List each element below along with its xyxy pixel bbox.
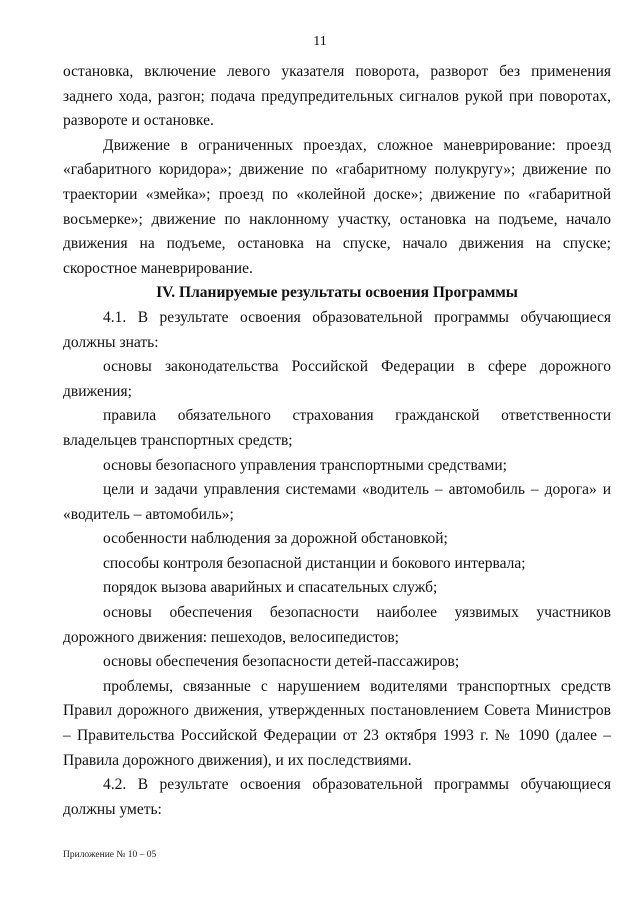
paragraph: 4.2. В результате освоения образовательной программы обучающиеся должны уметь: [63,776,611,818]
list-item: основы законодательства Российской Федерации в сфере дорожного движения; [63,358,611,400]
page-number: 11 [313,34,327,49]
list-item: основы безопасного управления транспортными средствами; [103,456,507,474]
paragraph: остановка, включение левого указателя поворота, разворот без применения заднего хода, разгон; подача предупредительных сигналов рукой при поворотах, развороте и остановке. [63,63,611,130]
paragraph: 4.1. В результате освоения образовательной программы обучающиеся должны знать: [63,308,611,351]
section-heading: IV. Планируемые результаты освоения Программы [156,284,518,302]
list-item: цели и задачи управления системами «водитель – автомобиль – дорога» и «водитель – автомобиль»; [63,481,611,523]
footer-attachment-note: Приложение № 10 – 05 [63,850,157,860]
document-body [63,60,611,822]
list-item: порядок вызова аварийных и спасательных служб; [103,579,438,597]
paragraph: Движение в ограниченных проездах, сложное маневрирование: проезд «габаритного коридора»; движение по «габаритному полукругу»; движение по траектории «змейка»; проезд по «колейной доске»; движение по «габаритной восьмерке»; движение по наклонному участку, остановка на подъеме, начало движения на подъеме, остановка на спуске, начало движения на спуске; скоростное маневрирование. [63,136,611,277]
list-item: проблемы, связанные с нарушением водителями транспортных средств Правил дорожного движения, утвержденных постановлением Совета Министров – Правительства Российской Федерации от 23 октября 1993 г. № 1090 (далее – Правила дорожного движения), и их последствиями. [63,677,611,769]
list-item: основы обеспечения безопасности наиболее уязвимых участников дорожного движения: пешеходов, велосипедистов; [63,604,611,646]
list-item: правила обязательного страхования гражданской ответственности владельцев транспортных средств; [63,407,611,449]
list-item: способы контроля безопасной дистанции и бокового интервала; [103,554,526,572]
list-item: особенности наблюдения за дорожной обстановкой; [103,530,448,548]
list-item: основы обеспечения безопасности детей-пассажиров; [103,653,460,671]
